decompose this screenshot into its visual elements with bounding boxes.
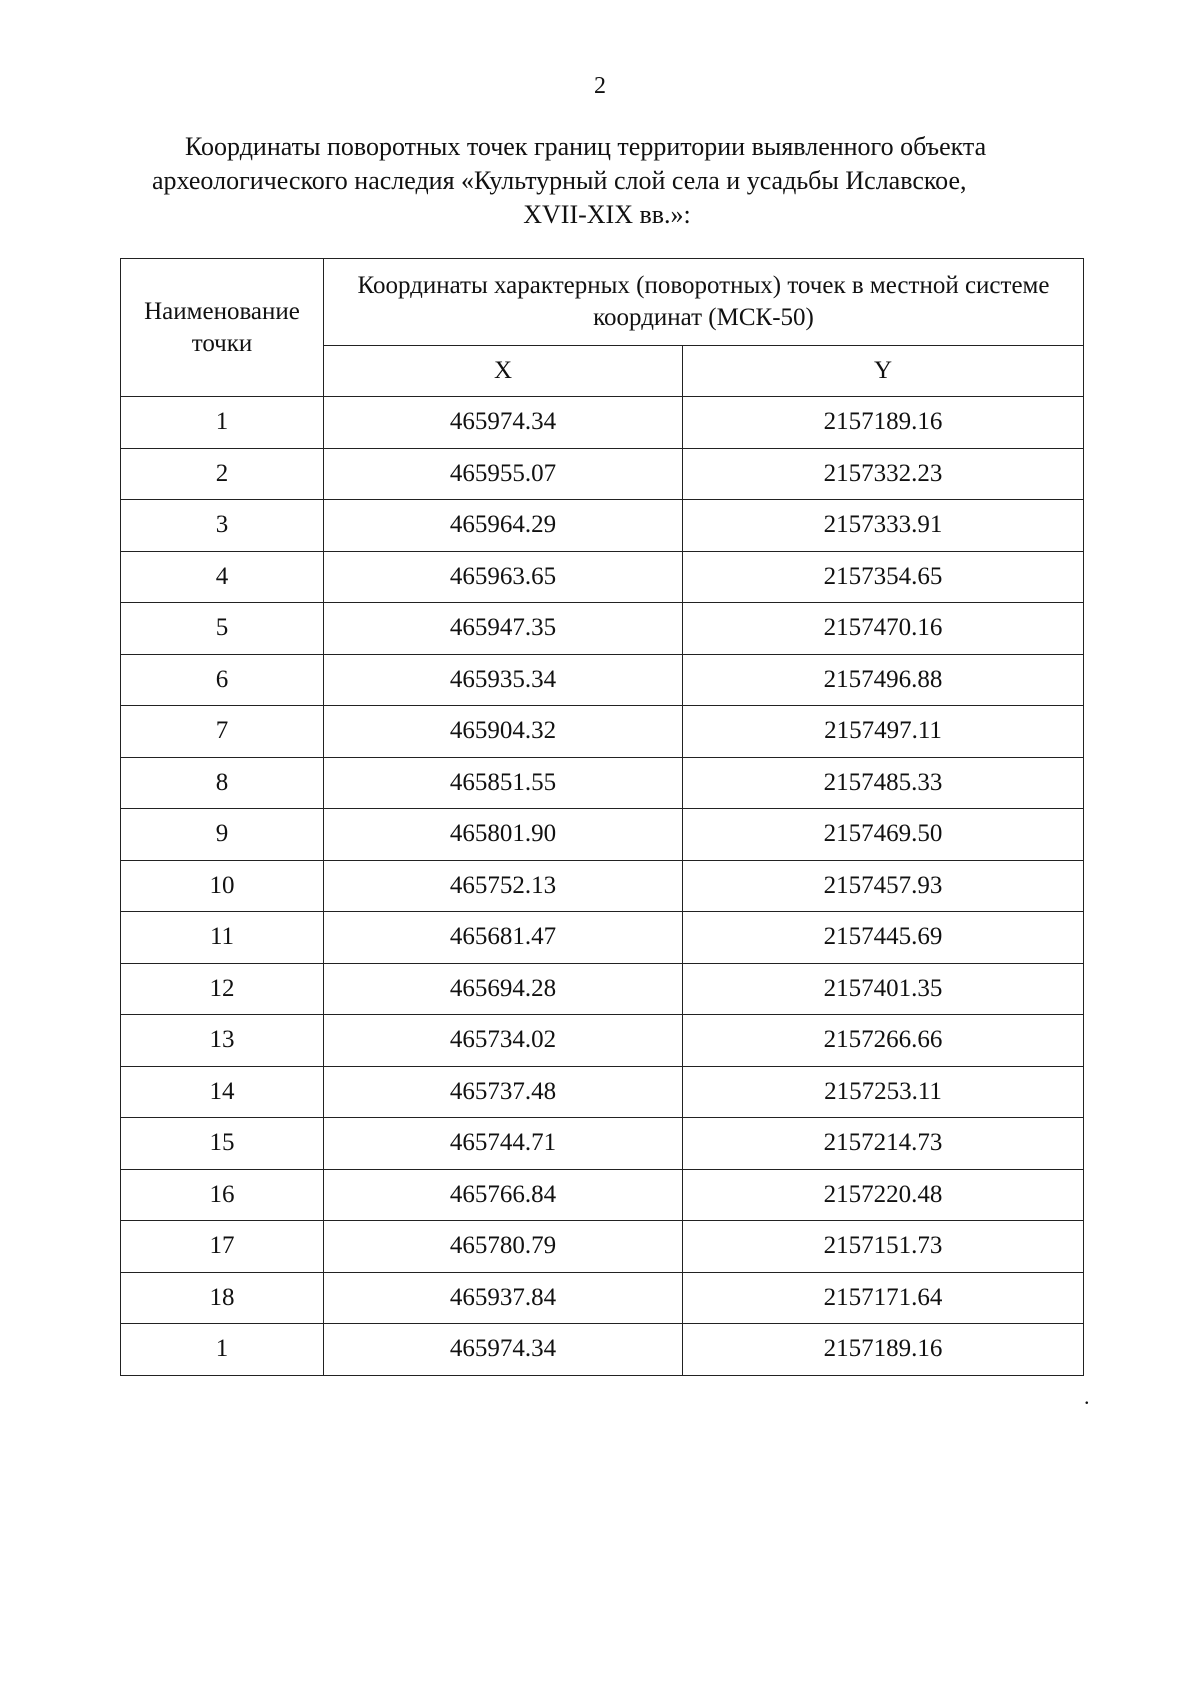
cell-x: 465737.48 (324, 1066, 683, 1118)
cell-y: 2157354.65 (683, 551, 1084, 603)
cell-x: 465681.47 (324, 912, 683, 964)
table-row (121, 1221, 1084, 1273)
cell-point: 3 (121, 500, 324, 552)
table-row (121, 912, 1084, 964)
table-row (121, 963, 1084, 1015)
cell-y: 2157401.35 (683, 963, 1084, 1015)
cell-point: 8 (121, 757, 324, 809)
cell-point: 1 (121, 397, 324, 449)
cell-point: 14 (121, 1066, 324, 1118)
cell-point: 12 (121, 963, 324, 1015)
cell-y: 2157253.11 (683, 1066, 1084, 1118)
cell-point: 15 (121, 1118, 324, 1170)
cell-x: 465752.13 (324, 860, 683, 912)
cell-point: 5 (121, 603, 324, 655)
cell-y: 2157189.16 (683, 1324, 1084, 1376)
cell-point: 18 (121, 1272, 324, 1324)
cell-x: 465694.28 (324, 963, 683, 1015)
cell-point: 9 (121, 809, 324, 861)
cell-x: 465937.84 (324, 1272, 683, 1324)
cell-point: 16 (121, 1169, 324, 1221)
cell-point: 17 (121, 1221, 324, 1273)
cell-x: 465935.34 (324, 654, 683, 706)
cell-point: 11 (121, 912, 324, 964)
cell-y: 2157470.16 (683, 603, 1084, 655)
cell-x: 465744.71 (324, 1118, 683, 1170)
cell-x: 465947.35 (324, 603, 683, 655)
cell-y: 2157332.23 (683, 448, 1084, 500)
table-row (121, 500, 1084, 552)
cell-point: 6 (121, 654, 324, 706)
cell-x: 465955.07 (324, 448, 683, 500)
cell-point: 10 (121, 860, 324, 912)
cell-y: 2157171.64 (683, 1272, 1084, 1324)
cell-x: 465766.84 (324, 1169, 683, 1221)
trailing-mark: . (1084, 1384, 1090, 1409)
cell-y: 2157189.16 (683, 397, 1084, 449)
table-row (121, 706, 1084, 758)
cell-y: 2157220.48 (683, 1169, 1084, 1221)
cell-y: 2157333.91 (683, 500, 1084, 552)
cell-point: 4 (121, 551, 324, 603)
document-title (152, 130, 1072, 232)
table-row (121, 603, 1084, 655)
cell-point: 1 (121, 1324, 324, 1376)
cell-point: 2 (121, 448, 324, 500)
table-row (121, 1015, 1084, 1067)
cell-x: 465801.90 (324, 809, 683, 861)
cell-point: 13 (121, 1015, 324, 1067)
table-row (121, 1169, 1084, 1221)
cell-y: 2157485.33 (683, 757, 1084, 809)
cell-x: 465734.02 (324, 1015, 683, 1067)
cell-x: 465964.29 (324, 500, 683, 552)
coordinates-table-body (121, 397, 1084, 1376)
cell-x: 465974.34 (324, 1324, 683, 1376)
cell-y: 2157469.50 (683, 809, 1084, 861)
table-row (121, 551, 1084, 603)
cell-point: 7 (121, 706, 324, 758)
table-row (121, 809, 1084, 861)
cell-x: 465974.34 (324, 397, 683, 449)
cell-y: 2157445.69 (683, 912, 1084, 964)
header-point-name: Наименование точки (121, 259, 324, 397)
cell-y: 2157457.93 (683, 860, 1084, 912)
cell-x: 465780.79 (324, 1221, 683, 1273)
table-row (121, 860, 1084, 912)
table-row (121, 1066, 1084, 1118)
cell-x: 465904.32 (324, 706, 683, 758)
header-y: Y (683, 346, 1084, 397)
cell-y: 2157266.66 (683, 1015, 1084, 1067)
cell-y: 2157496.88 (683, 654, 1084, 706)
cell-x: 465963.65 (324, 551, 683, 603)
table-row (121, 1118, 1084, 1170)
table-row (121, 397, 1084, 449)
table-row (121, 654, 1084, 706)
table-row (121, 757, 1084, 809)
title-line-1: Координаты поворотных точек границ территории выявленного объекта (185, 132, 987, 161)
table-row (121, 1272, 1084, 1324)
title-line-2: археологического наследия «Культурный слой села и усадьбы Иславское, (152, 166, 967, 195)
header-x: X (324, 346, 683, 397)
page-number: 2 (594, 73, 606, 99)
table-row (121, 448, 1084, 500)
title-line-3: XVII-XIX вв.»: (523, 200, 691, 229)
coordinates-table (120, 258, 1084, 1376)
cell-y: 2157151.73 (683, 1221, 1084, 1273)
cell-y: 2157214.73 (683, 1118, 1084, 1170)
table-row (121, 1324, 1084, 1376)
cell-x: 465851.55 (324, 757, 683, 809)
cell-y: 2157497.11 (683, 706, 1084, 758)
header-coordinates-group: Координаты характерных (поворотных) точек в местной системе координат (МСК-50) (324, 259, 1084, 346)
